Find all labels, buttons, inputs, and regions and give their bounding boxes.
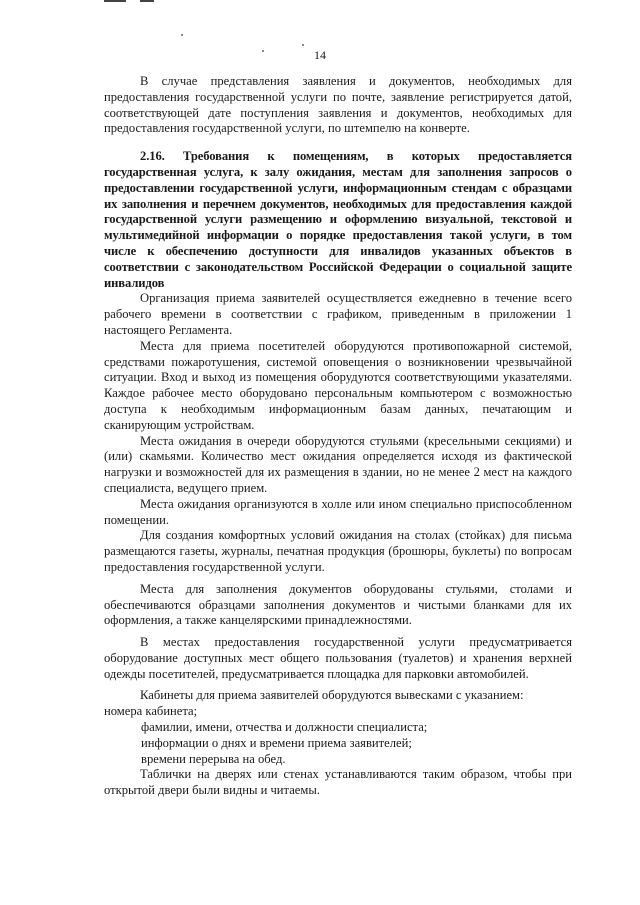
paragraph-waiting-places: Места ожидания в очереди оборудуются стульями (кресельными секциями) и (или) скамьями. Количество мест ожидания определяется исходя из фактической нагрузки и возможностей для их размещения в здании, но не менее 2 мест на каждого специалиста, ведущего прием.: [104, 433, 572, 495]
paragraph-door-plates: Таблички на дверях или стенах устанавливаются таким образом, чтобы при открытой двери были видны и читаемы.: [104, 767, 572, 798]
page-number: 14: [314, 48, 326, 62]
section-heading-2-16: 2.16. Требования к помещениям, в которых предоставляется государственная услуга, к залу ожидания, местам для заполнения запросов о предоставлении государственной услуги, информационным стендам с образцами их заполнения и перечнем документов, необходимых для предоставления каждой государственной услуги размещению и оформлению визуальной, текстовой и мультимедийной информации о порядке предоставления такой услуги, в том числе к обеспечению доступности для инвалидов указанных объектов в соответствии с законодательством Российской Федерации о социальной защите инвалидов: [104, 149, 572, 290]
paragraph-waiting-hall: Места ожидания организуются в холле или ином специально приспособленном помещении.: [104, 496, 572, 527]
paragraph-reception-places: Места для приема посетителей оборудуются противопожарной системой, средствами пожаротушения, системой оповещения о возникновении чрезвычайной ситуации. Вход и выход из помещения оборудуются соответствующими указателями. Каждое рабочее место оборудовано персональным компьютером с возможностью доступа к необходимым информационным базам данных, печатающим и сканирующим устройствам.: [104, 338, 572, 432]
paragraph-facilities: В местах предоставления государственной услуги предусматривается оборудование доступных мест общего пользования (туалетов) и хранения верхней одежды посетителей, предусматривается площадка для парковки автомобилей.: [104, 635, 572, 681]
scan-artifact: [104, 0, 126, 2]
paragraph-form-filling-places: Места для заполнения документов оборудованы стульями, столами и обеспечиваются образцами заполнения документов и чистыми бланками для их оформления, а также канцелярскими принадлежностями.: [104, 581, 572, 628]
paragraph-comfort-conditions: Для создания комфортных условий ожидания на столах (стойках) для письма размещаются газеты, журналы, печатная продукция (брошюры, буклеты) по вопросам предоставления государственной услуги.: [104, 528, 572, 574]
list-item: номера кабинета;: [104, 704, 198, 719]
paragraph-postal-registration: В случае представления заявления и документов, необходимых для предоставления государственной услуги по почте, заявление регистрируется датой, соответствующей дате поступления заявления и документов, необходимых для предоставления государственной услуги, по штемпелю на конверте.: [104, 74, 572, 136]
scan-speck: [302, 44, 304, 46]
paragraph-office-signs: Кабинеты для приема заявителей оборудуются вывесками с указанием:: [140, 688, 524, 703]
paragraph-reception-schedule: Организация приема заявителей осуществляется ежедневно в течение всего рабочего времени в соответствии с графиком, приведенным в приложении 1 настоящего Регламента.: [104, 291, 572, 337]
document-body: [104, 74, 572, 799]
list-item: времени перерыва на обед.: [141, 751, 286, 766]
scan-artifact: [140, 0, 154, 2]
list-item: фамилии, имени, отчества и должности специалиста;: [141, 720, 428, 735]
scan-speck: [181, 34, 183, 36]
list-item: информации о днях и времени приема заявителей;: [141, 735, 412, 750]
